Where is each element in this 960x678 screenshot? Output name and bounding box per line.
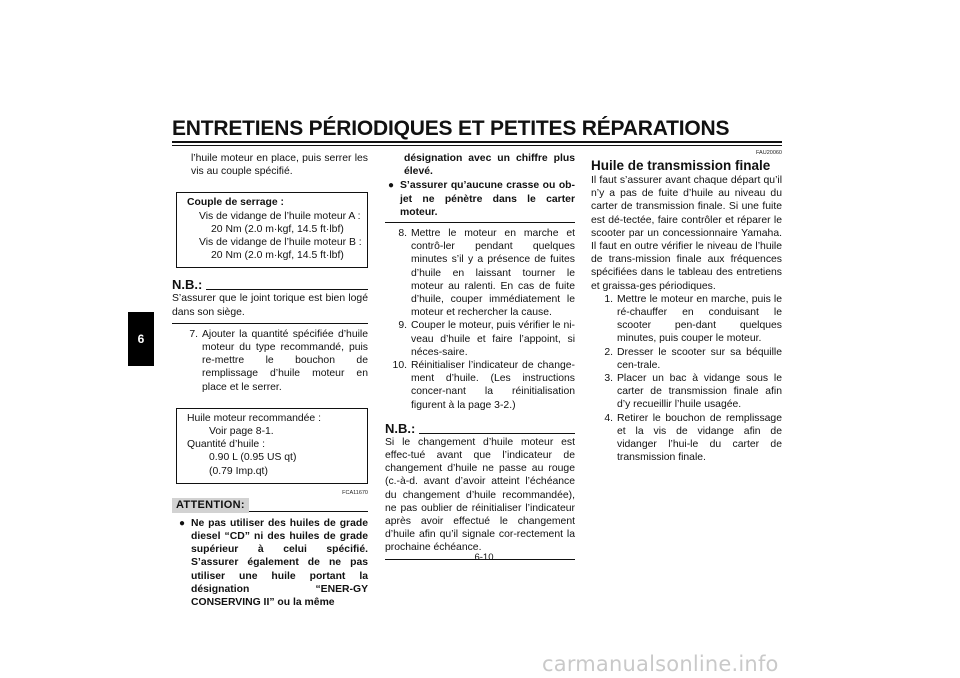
attention-header <box>172 498 368 513</box>
step-1 <box>591 293 782 346</box>
step-text: Ajouter la quantité spécifiée d’huile moteur du type recommandé, puis re-mettre le bouchon de remplissage d’huile moteur en place et le serrer. <box>202 328 368 393</box>
intro-text: l’huile moteur en place, puis serrer les vis au couple spécifié. <box>191 153 368 178</box>
torque-line-a: Vis de vidange de l’huile moteur A : <box>199 210 361 222</box>
oil-spec-box <box>176 408 368 484</box>
column-1 <box>172 152 368 609</box>
attention-rule <box>249 511 368 512</box>
step-text: Réinitialiser l’indicateur de change-ment d’huile. (Les instructions concer-nant la réinitialisation figurent à la page 3-2.) <box>411 360 575 411</box>
attention-code: FCA11670 <box>342 489 368 496</box>
bullet-icon: ● <box>179 517 186 529</box>
section-intro: Il faut s’assurer avant chaque départ qu’il n’y a pas de fuite d’huile au niveau du carter de transmission finale. Si une fuite est dé-tectée, faire contrôler et réparer le scooter par un concessionnaire Yamaha. Il faut en outre vérifier le niveau de l’huile de trans-mission finale aux fréquences spécifiées dans le tableau des entretiens et graissa-ges périodiques. <box>591 175 782 292</box>
attention-bullet-1 <box>176 517 368 609</box>
step-8 <box>385 227 575 319</box>
title-rule <box>172 141 782 143</box>
nb-label: N.B.: <box>385 420 416 436</box>
column-3 <box>591 150 782 464</box>
oil-recommended-label: Huile moteur recommandée : <box>187 412 321 424</box>
column-2 <box>385 152 575 560</box>
torque-line-b: Vis de vidange de l’huile moteur B : <box>199 237 362 249</box>
step-text: Placer un bac à vidange sous le carter de transmission finale afin d’y recueillir l’huile usagée. <box>617 373 782 411</box>
attention-bullet-2 <box>385 179 575 219</box>
attention-end-rule <box>385 222 575 223</box>
bullet-icon: ● <box>388 180 395 192</box>
step-number: 7. <box>189 328 198 340</box>
step-number: 1. <box>604 293 613 305</box>
page-number: 6-10 <box>474 552 494 563</box>
step-text: Mettre le moteur en marche, puis le ré-chauffer en conduisant le scooter pen-dant quelques minutes, puis couper le moteur. <box>617 293 782 345</box>
nb-rule <box>206 289 368 290</box>
step-text: Couper le moteur, puis vérifier le ni-veau d’huile et faire l’appoint, si néces-saire. <box>411 320 576 358</box>
oil-see-page: Voir page 8-1. <box>209 426 274 438</box>
attention-continued: désignation avec un chiffre plus élevé. <box>404 153 575 178</box>
section-code: FAU20060 <box>756 150 782 156</box>
nb-note-2 <box>385 422 575 560</box>
watermark: carmanualsonline.info <box>542 652 779 676</box>
attention-label: ATTENTION: <box>172 498 249 513</box>
chapter-tab: 6 <box>128 312 154 366</box>
torque-spec-box <box>176 192 368 268</box>
attention-text: Ne pas utiliser des huiles de grade diesel “CD” ni des huiles de grade supérieur à celui spécifié. S’assurer également de ne pas utiliser une huile portant la désignation “ENER-GY CONSERVING II” ou la même <box>191 517 368 609</box>
step-number: 2. <box>604 346 613 358</box>
title-rule-thin <box>172 145 782 146</box>
nb-note-1 <box>172 278 368 323</box>
torque-value-a: 20 Nm (2.0 m·kgf, 14.5 ft·lbf) <box>211 223 344 235</box>
step-text: Dresser le scooter sur sa béquille cen-trale. <box>617 346 782 371</box>
attention-text-2: S’assurer qu’aucune crasse ou ob-jet ne pénètre dans le carter moteur. <box>400 180 575 218</box>
step-7 <box>176 328 368 394</box>
step-number: 4. <box>604 412 613 424</box>
oil-quantity-label: Quantité d’huile : <box>187 439 265 451</box>
step-10 <box>385 359 575 412</box>
oil-quantity-imp: (0.79 Imp.qt) <box>209 465 268 477</box>
torque-value-b: 20 Nm (2.0 m·kgf, 14.5 ft·lbf) <box>211 250 344 262</box>
section-title: Huile de transmission finale <box>591 158 771 173</box>
nb-rule <box>419 433 575 434</box>
step-4 <box>591 412 782 465</box>
nb-end-rule <box>172 323 368 324</box>
step-number: 8. <box>398 228 407 240</box>
step-number: 9. <box>398 320 407 332</box>
step-number: 3. <box>604 373 613 385</box>
nb-text: Si le changement d’huile moteur est effec-tué avant que l’indicateur de changement d’huile ne passe au rouge (c.-à-d. avant d’avoir atteint l’échéance du changement d’huile recommandée), ne pas oublier de réinitialiser l’indicateur après avoir effectué le changement d’huile afin qu’il signale cor-rectement la prochaine échéance. <box>385 436 575 554</box>
oil-quantity-value: 0.90 L (0.95 US qt) <box>209 452 297 464</box>
step-text: Mettre le moteur en marche et contrô-ler pendant quelques minutes s’il y a présence de fuites d’huile en laissant tourner le moteur au ralenti. En cas de fuite d’huile, couper immédiatement le moteur et rechercher la cause. <box>411 228 575 319</box>
step-2 <box>591 346 782 372</box>
step-number: 10. <box>392 360 407 372</box>
step-9 <box>385 319 575 359</box>
page-title: ENTRETIENS PÉRIODIQUES ET PETITES RÉPARATIONS <box>172 117 730 140</box>
step-3 <box>591 372 782 412</box>
step-text: Retirer le bouchon de remplissage et la vis de vidange afin de vidanger l’hui-le du carter de transmission finale. <box>617 412 782 464</box>
torque-heading: Couple de serrage : <box>187 197 285 209</box>
nb-label: N.B.: <box>172 277 203 293</box>
nb-text: S’assurer que le joint torique est bien logé dans son siège. <box>172 293 368 318</box>
